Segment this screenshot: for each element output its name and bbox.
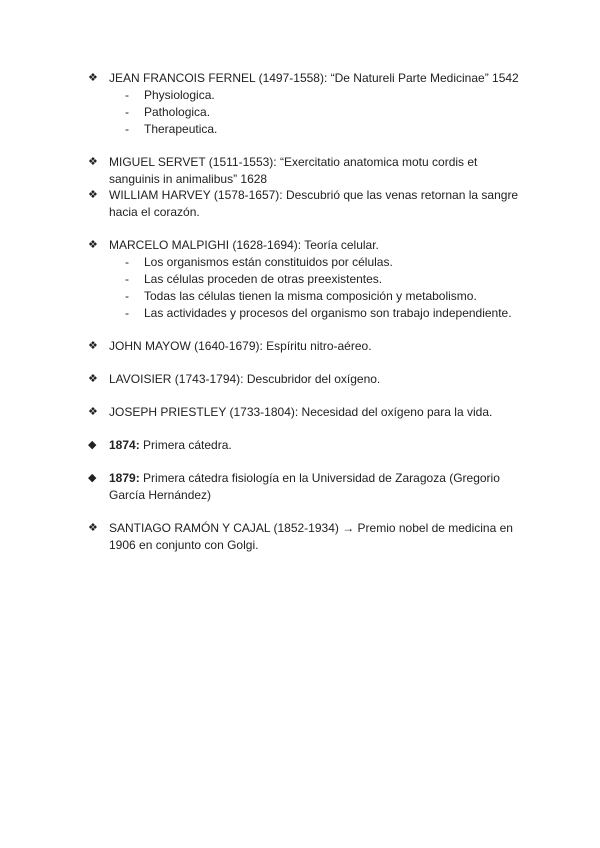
bullet-icon: ❖ [88,406,98,418]
bullet-icon: ❖ [88,340,98,352]
entry-mayow [88,338,528,355]
entry-1879 [88,470,528,503]
sub-item-text: Pathologica. [144,104,211,119]
sub-item [88,87,528,104]
sub-list [88,87,528,138]
diamond-bullet-icon: ◆ [88,439,97,451]
entry-text: JEAN FRANCOIS FERNEL (1497-1558): “De Natureli Parte Medicinae” 1542 [109,71,519,85]
entry-year: 1874: [109,438,140,452]
entry-priestley [88,404,528,421]
sub-list [88,254,528,322]
dash-bullet: - [125,104,129,119]
entry-malpighi [88,237,528,322]
entry-1874 [88,437,528,454]
sub-item-text: Las células proceden de otras preexistentes. [144,271,383,286]
sub-item-text: Las actividades y procesos del organismo son trabajo independiente. [144,305,512,320]
bullet-icon: ❖ [88,522,98,534]
sub-item-text: Therapeutica. [144,121,218,136]
bullet-icon: ❖ [88,156,98,168]
sub-item [88,121,528,138]
entry-text: JOSEPH PRIESTLEY (1733-1804): Necesidad del oxígeno para la vida. [109,405,493,419]
entry-text: JOHN MAYOW (1640-1679): Espíritu nitro-aéreo. [109,339,372,353]
dash-bullet: - [125,87,129,102]
entry-text: SANTIAGO RAMÓN Y CAJAL (1852-1934) → Premio nobel de medicina en 1906 en conjunto con Golgi. [109,521,513,552]
entry-harvey [88,187,528,220]
sub-item [88,271,528,288]
entry-servet [88,154,528,187]
sub-item-text: Physiologica. [144,87,215,102]
dash-bullet: - [125,121,129,136]
entry-text [109,437,528,454]
entry-text: WILLIAM HARVEY (1578-1657): Descubrió que las venas retornan la sangre hacia el corazón. [109,188,519,219]
entry-text: LAVOISIER (1743-1794): Descubridor del oxígeno. [109,372,381,386]
entry-cajal [88,520,528,553]
entry-fernel [88,70,528,138]
diamond-bullet-icon: ◆ [88,472,97,484]
dash-bullet: - [125,271,129,286]
entry-text [109,470,528,503]
entry-description: Primera cátedra fisiología en la Universidad de Zaragoza (Gregorio García Hernández) [109,471,500,502]
sub-item [88,104,528,121]
entry-description: Primera cátedra. [139,438,232,452]
bullet-icon: ❖ [88,189,98,201]
sub-item-text: Los organismos están constituidos por células. [144,254,393,269]
bullet-icon: ❖ [88,373,98,385]
entry-lavoisier [88,371,528,388]
sub-item [88,305,528,322]
sub-item [88,254,528,271]
entry-year: 1879: [109,471,140,485]
bullet-icon: ❖ [88,239,98,251]
sub-item-text: Todas las células tienen la misma composición y metabolismo. [144,288,477,303]
entry-text: MARCELO MALPIGHI (1628-1694): Teoría celular. [109,238,379,252]
entry-text: MIGUEL SERVET (1511-1553): “Exercitatio anatomica motu cordis et sanguinis in animalibus” 1628 [109,155,478,186]
bullet-icon: ❖ [88,72,98,84]
sub-item [88,288,528,305]
dash-bullet: - [125,288,129,303]
dash-bullet: - [125,254,129,269]
dash-bullet: - [125,305,129,320]
